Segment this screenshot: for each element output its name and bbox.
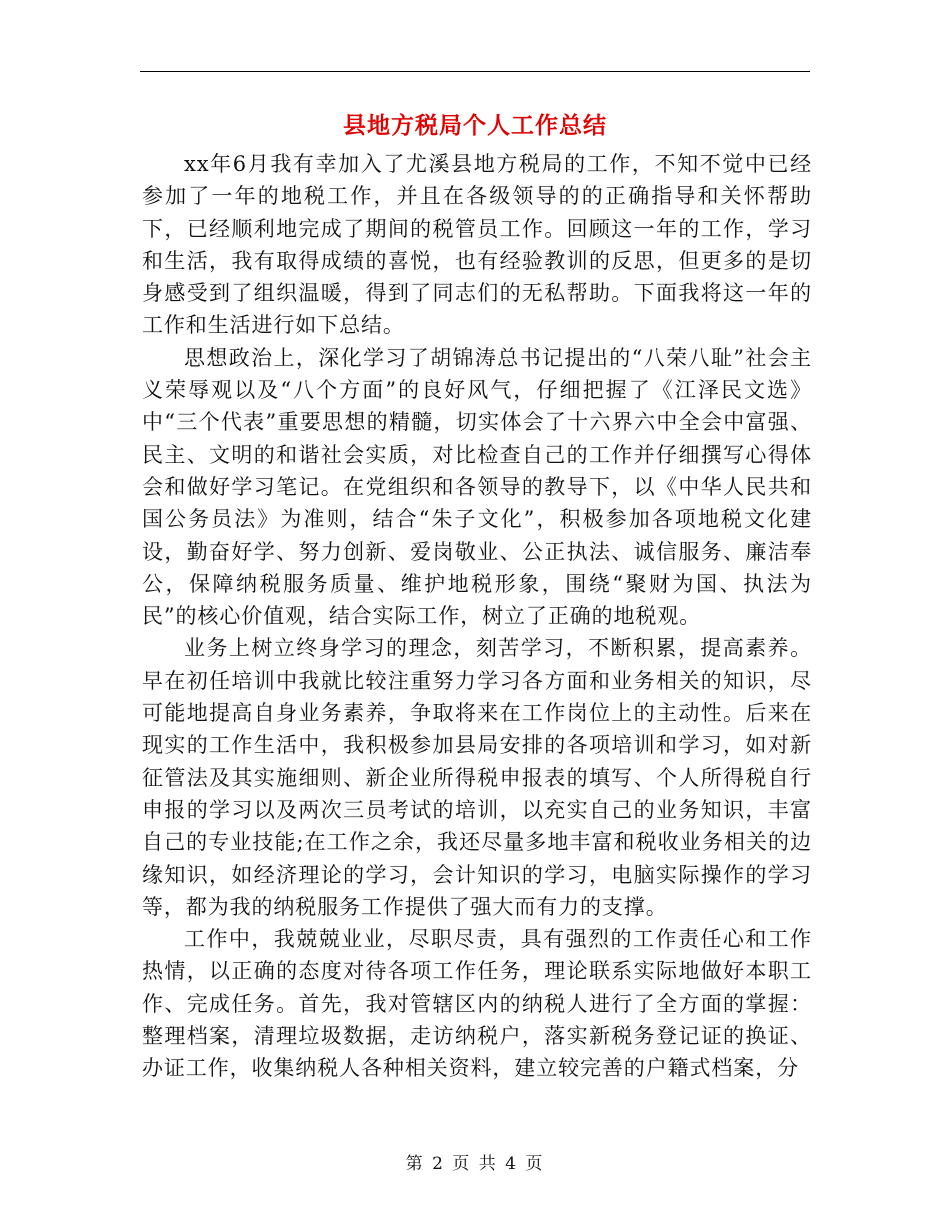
- paragraph-professional-study: 业务上树立终身学习的理念，刻苦学习，不断积累，提高素养。早在初任培训中我就比较注重努力学习各方面和业务相关的知识，尽可能地提高自身业务素养，争取将来在工作岗位上的主动性。后来在现实的工作生活中，我积极参加县局安排的各项培训和学习，如对新征管法及其实施细则、新企业所得税申报表的填写、个人所得税自行申报的学习以及两次三员考试的培训，以充实自己的业务知识，丰富自己的专业技能;在工作之余，我还尽量多地丰富和税收业务相关的边缘知识，如经济理论的学习，会计知识的学习，电脑实际操作的学习等，都为我的纳税服务工作提供了强大而有力的支撑。: [142, 636, 812, 919]
- paragraph-political-thought: 思想政治上，深化学习了胡锦涛总书记提出的“八荣八耻”社会主义荣辱观以及“八个方面”的良好风气，仔细把握了《江泽民文选》中“三个代表”重要思想的精髓，切实体会了十六界六中全会中富强、民主、文明的和谐社会实质，对比检查自己的工作并仔细撰写心得体会和做好学习笔记。在党组织和各领导的教导下，以《中华人民共和国公务员法》为准则，结合“朱子文化”，积极参加各项地税文化建设，勤奋好学、努力创新、爱岗敬业、公正执法、诚信服务、廉洁奉公，保障纳税服务质量、维护地税形象，围绕“聚财为国、执法为民”的核心价值观，结合实际工作，树立了正确的地税观。: [142, 345, 812, 629]
- paragraph-intro: xx年6月我有幸加入了尤溪县地方税局的工作，不知不觉中已经参加了一年的地税工作，并且在各级领导的的正确指导和关怀帮助下，已经顺利地完成了期间的税管员工作。回顾这一年的工作，学习和生活，我有取得成绩的喜悦，也有经验教训的反思，但更多的是切身感受到了组织温暖，得到了同志们的无私帮助。下面我将这一年的工作和生活进行如下总结。: [142, 152, 812, 338]
- document-title: 县地方税局个人工作总结: [343, 112, 607, 139]
- paragraph-work-duties: 工作中，我兢兢业业，尽职尽责，具有强烈的工作责任心和工作热情，以正确的态度对待各项工作任务，理论联系实际地做好本职工作、完成任务。首先，我对管辖区内的纳税人进行了全方面的掌握：整理档案，清理垃圾数据，走访纳税户，落实新税务登记证的换证、办证工作，收集纳税人各种相关资料，建立较完善的户籍式档案，分: [142, 927, 812, 1081]
- header-rule: [140, 71, 810, 72]
- page-number: 第 2 页 共 4 页: [405, 1154, 545, 1174]
- document-body: [142, 148, 812, 1085]
